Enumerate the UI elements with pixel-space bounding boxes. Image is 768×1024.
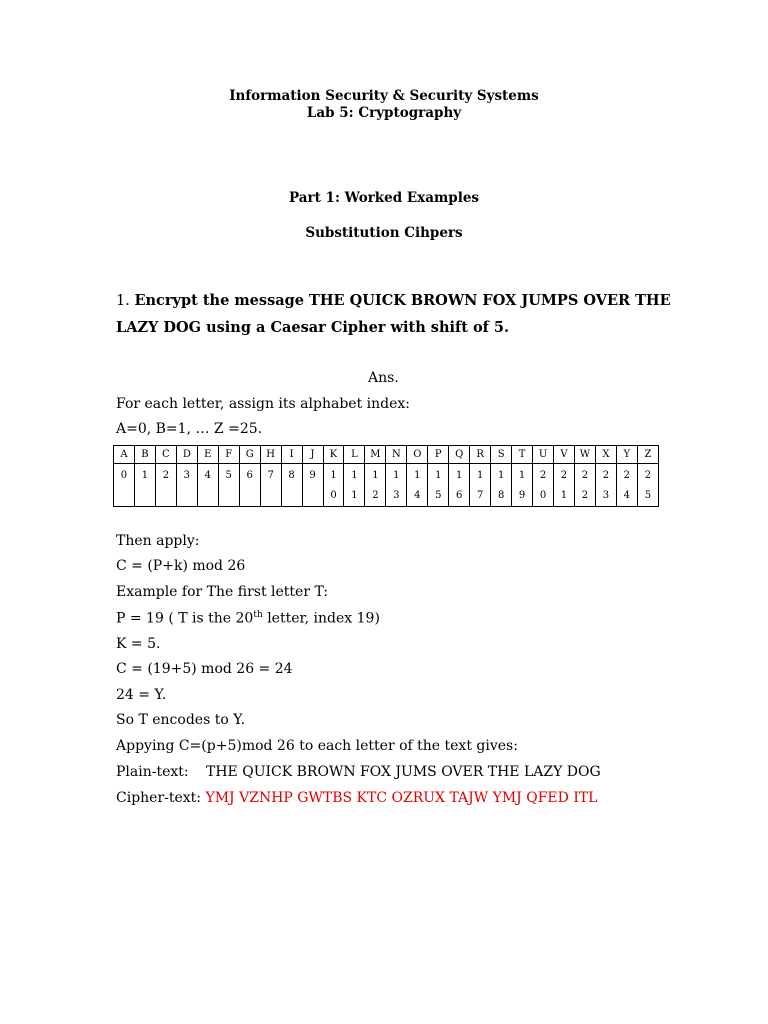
index-digit-2: 4	[623, 490, 631, 501]
index-digit-1: 1	[393, 470, 400, 481]
then-apply: Then apply:	[116, 533, 200, 549]
index-digit-1: 1	[518, 470, 526, 481]
letter-cell: U	[533, 446, 554, 464]
index-cell	[595, 464, 616, 507]
index-digit-1: 1	[456, 470, 463, 481]
index-digit-1: 1	[330, 470, 337, 481]
letter-cell: G	[239, 446, 260, 464]
example-intro: Example for The first letter T:	[116, 584, 329, 600]
letter-cell: H	[260, 446, 281, 464]
index-digit-1: 2	[539, 470, 547, 481]
letter-cell: E	[197, 446, 218, 464]
question-line-1	[116, 292, 671, 309]
index-digit-2: 0	[330, 490, 337, 501]
answer-label: Ans.	[368, 370, 399, 386]
index-digit-1: 0	[120, 470, 128, 481]
index-digit-2: 2	[581, 490, 589, 501]
index-digit-2: 5	[435, 490, 442, 501]
applying: Appying C=(p+5)mod 26 to each letter of the text gives:	[116, 738, 518, 754]
letter-cell: Y	[616, 446, 637, 464]
letters-row	[114, 446, 659, 464]
index-digit-1: 2	[162, 470, 170, 481]
index-digit-1: 6	[246, 470, 253, 481]
p-value-a: P = 19 ( T is the 20	[116, 610, 254, 627]
index-digit-1: 3	[183, 470, 191, 481]
index-cell	[176, 464, 197, 507]
lab-title: Lab 5: Cryptography	[306, 105, 462, 121]
index-cell	[302, 464, 323, 507]
plain-text-row	[116, 764, 601, 780]
index-cell	[281, 464, 302, 507]
alphabet-index-table	[113, 445, 659, 507]
question-line-2	[116, 319, 509, 336]
index-digit-1: 2	[623, 470, 631, 481]
index-digit-2: 6	[456, 490, 463, 501]
index-digit-1: 1	[372, 470, 379, 481]
cipher-text-label: Cipher-text:	[116, 790, 202, 806]
index-digit-1: 7	[267, 470, 274, 481]
indices-row	[114, 464, 659, 507]
letter-cell: F	[218, 446, 239, 464]
index-digit-1: 1	[435, 470, 442, 481]
letter-cell: M	[365, 446, 386, 464]
letter-cell: P	[428, 446, 449, 464]
c-value: C = (19+5) mod 26 = 24	[116, 661, 293, 677]
index-cell	[239, 464, 260, 507]
letter-cell: X	[595, 446, 616, 464]
letter-cell: K	[323, 446, 344, 464]
letter-cell: I	[281, 446, 302, 464]
letter-cell: B	[134, 446, 155, 464]
index-digit-2: 8	[497, 490, 505, 501]
p-value-b: letter, index 19)	[262, 610, 380, 627]
index-cell	[533, 464, 554, 507]
index-cell	[323, 464, 344, 507]
index-digit-2: 1	[351, 490, 358, 501]
index-cell	[260, 464, 281, 507]
index-digit-2: 5	[644, 490, 652, 501]
p-value	[116, 610, 380, 627]
conclusion: So T encodes to Y.	[116, 712, 246, 728]
index-digit-2: 4	[414, 490, 421, 501]
question-text-2: LAZY DOG using a Caesar Cipher with shift of 5.	[116, 319, 510, 336]
letter-cell: S	[491, 446, 512, 464]
letter-cell: V	[554, 446, 575, 464]
index-cell	[512, 464, 533, 507]
index-rule: A=0, B=1, … Z =25.	[116, 421, 263, 437]
index-digit-1: 1	[141, 470, 149, 481]
index-cell	[574, 464, 595, 507]
cipher-text-row	[116, 790, 597, 806]
letter-cell: D	[176, 446, 197, 464]
letter-cell: W	[574, 446, 595, 464]
index-cell	[491, 464, 512, 507]
index-digit-1: 1	[351, 470, 358, 481]
part-title: Part 1: Worked Examples	[288, 190, 480, 206]
index-digit-2: 7	[476, 490, 484, 501]
letter-cell: J	[302, 446, 323, 464]
index-cell	[344, 464, 365, 507]
index-cell	[386, 464, 407, 507]
section-title: Substitution Cihpers	[305, 225, 463, 241]
letter-cell: Q	[449, 446, 470, 464]
letter-cell: C	[155, 446, 176, 464]
letter-cell: R	[470, 446, 491, 464]
letter-cell: N	[386, 446, 407, 464]
letter-cell: A	[114, 446, 135, 464]
index-digit-2: 3	[602, 490, 610, 501]
index-cell	[637, 464, 658, 507]
index-cell	[218, 464, 239, 507]
letter-cell: L	[344, 446, 365, 464]
cipher-text-value: YMJ VZNHP GWTBS KTC OZRUX TAJW YMJ QFED ITL	[205, 790, 598, 806]
index-cell	[449, 464, 470, 507]
course-title: Information Security & Security Systems	[229, 88, 539, 104]
index-cell	[407, 464, 428, 507]
answer-intro: For each letter, assign its alphabet index:	[116, 396, 410, 412]
index-digit-1: 2	[560, 470, 568, 481]
index-digit-2: 1	[560, 490, 568, 501]
letter-cell: T	[512, 446, 533, 464]
index-cell	[134, 464, 155, 507]
letter-cell: Z	[637, 446, 658, 464]
index-digit-1: 2	[581, 470, 589, 481]
index-digit-2: 3	[393, 490, 400, 501]
index-digit-2: 0	[539, 490, 547, 501]
index-digit-1: 1	[497, 470, 505, 481]
index-cell	[155, 464, 176, 507]
index-cell	[114, 464, 135, 507]
index-cell	[616, 464, 637, 507]
letter-cell: O	[407, 446, 428, 464]
index-cell	[470, 464, 491, 507]
index-digit-1: 8	[288, 470, 295, 481]
index-digit-2: 2	[372, 490, 379, 501]
index-digit-1: 2	[644, 470, 652, 481]
question-text-1: Encrypt the message THE QUICK BROWN FOX JUMPS OVER THE	[134, 292, 671, 309]
index-digit-1: 1	[414, 470, 421, 481]
index-digit-2: 9	[518, 490, 526, 501]
plain-text-label: Plain-text:	[116, 764, 189, 780]
index-digit-1: 5	[225, 470, 232, 481]
p-value-sup: th	[253, 610, 263, 620]
index-cell	[197, 464, 218, 507]
plain-text-value: THE QUICK BROWN FOX JUMS OVER THE LAZY DOG	[206, 764, 601, 780]
k-value: K = 5.	[116, 636, 161, 652]
map-value: 24 = Y.	[116, 687, 167, 703]
index-digit-1: 1	[476, 470, 484, 481]
index-digit-1: 4	[204, 470, 211, 481]
question-number: 1.	[116, 293, 130, 309]
formula: C = (P+k) mod 26	[116, 558, 246, 574]
index-digit-1: 9	[309, 470, 316, 481]
index-cell	[428, 464, 449, 507]
index-cell	[365, 464, 386, 507]
index-digit-1: 2	[602, 470, 610, 481]
index-cell	[554, 464, 575, 507]
